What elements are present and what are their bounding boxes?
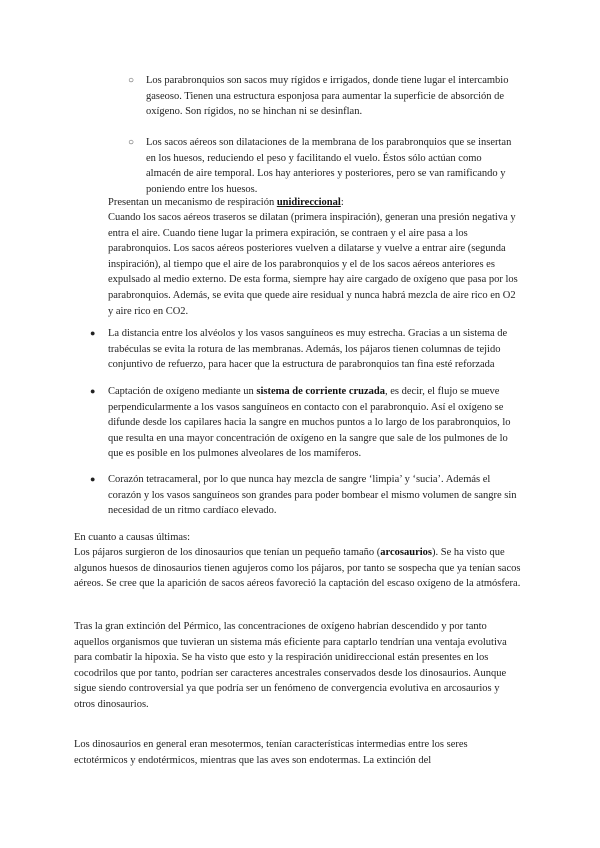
bullet-alveolos: La distancia entre los alvéolos y los vasos sanguíneos es muy estrecha. Gracias a un sistema de trabéculas se evita la rotura de las membranas. Además, los pájaros tienen columnas de tejido conjuntivo de refuerzo, para hacer que la estructura de parabronquios tan fina esté reforzada	[108, 328, 508, 371]
resp-heading: Presentan un mecanismo de respiración unidireccional:	[108, 197, 344, 208]
paragraph-permico: Tras la gran extinción del Pérmico, las concentraciones de oxígeno habrían descendido y por tanto aquellos organismos que tuvieran un sistema más eficiente para captarlo tendrían una ventaja evolutiva para combatir la hipoxia. Se ha visto que esto y la respiración unidireccional están presentes en los cocodrilos que por tanto, podrían ser caracteres ancestrales conservados desde los dinosaurios. Aunque sigue siendo controversial ya que podría ser un fenómeno de convergencia evolutiva en arcosaurios y otros dinosaurios.	[74, 621, 507, 710]
sub-bullet-sacos-aereos: Los sacos aéreos son dilataciones de la membrana de los parabronquios que se insertan en los huesos, reduciendo el peso y facilitando el vuelo. Éstos sólo actúan como almacén de aire temporal. Los hay anteriores y posteriores, pero se van ramificando y poniendo entre los huesos.	[146, 137, 512, 195]
bullet-corriente-cruzada: Captación de oxígeno mediante un sistema de corriente cruzada, es decir, el flujo se mueve perpendicularmente a los vasos sanguíneos en contacto con el parabronquio. Así el oxígeno se difunde desde los capilares hacia la sangre en muchos puntos a lo largo de los parabronquios, lo que resulta en una mayor concentración de oxígeno en la sangre que sale de los pulmones de lo que es posible en los pulmones alveolares de los mamíferos.	[108, 386, 511, 460]
paragraph-mesotermos: Los dinosaurios en general eran mesotermos, tenían características intermedias entre los seres ectotérmicos y endotérmicos, mientras que las aves son endotermas. La extinción del	[74, 739, 468, 766]
paragraph-arcosaurios: Los pájaros surgieron de los dinosaurios que tenían un pequeño tamaño (arcosaurios). Se ha visto que algunos huesos de dinosaurios tienen agujeros como los pájaros, por tanto se sospecha que ya tenían sacos aéreos. Se cree que la aparición de sacos aéreos favoreció la captación del escaso oxígeno de la atmósfera.	[74, 547, 521, 590]
hollow-bullet-icon: ○	[128, 137, 135, 148]
sub-bullet-parabronquios: Los parabronquios son sacos muy rígidos e irrigados, donde tiene lugar el intercambio gaseoso. Tienen una estructura esponjosa para aumentar la superficie de absorción de oxígeno. Son rígidos, no se hinchan ni se desinflan.	[146, 75, 509, 118]
causas-heading: En cuanto a causas últimas:	[74, 532, 191, 543]
bullet-dot-icon: ●	[90, 328, 96, 338]
bullet-corazon: Corazón tetracameral, por lo que nunca hay mezcla de sangre ‘limpia’ y ‘sucia’. Además el corazón y los vasos sanguíneos son grandes para poder bombear el mismo volumen de sangre sin necesidad de un ritmo cardíaco elevado.	[108, 474, 517, 517]
bullet-dot-icon: ●	[90, 386, 96, 396]
bullet-dot-icon: ●	[90, 474, 96, 484]
resp-body: Cuando los sacos aéreos traseros se dilatan (primera inspiración), generan una presión negativa y entra el aire. Cuando tiene lugar la primera expiración, se contraen y el aire pasa a los parabronquios. Los sacos aéreos posteriores vuelven a dilatarse y vuelve a entrar aire (segunda inspiración), al tiempo que el aire de los parabronquios y el de los sacos aéreos anteriores es expulsado al medio externo. De esta forma, siempre hay aire cargado de oxígeno que pasa por los parabronquios. Además, se evita que quede aire residual y nunca habrá mezcla de aire rico en O2 y aire rico en CO2.	[108, 212, 518, 317]
hollow-bullet-icon: ○	[128, 75, 135, 86]
